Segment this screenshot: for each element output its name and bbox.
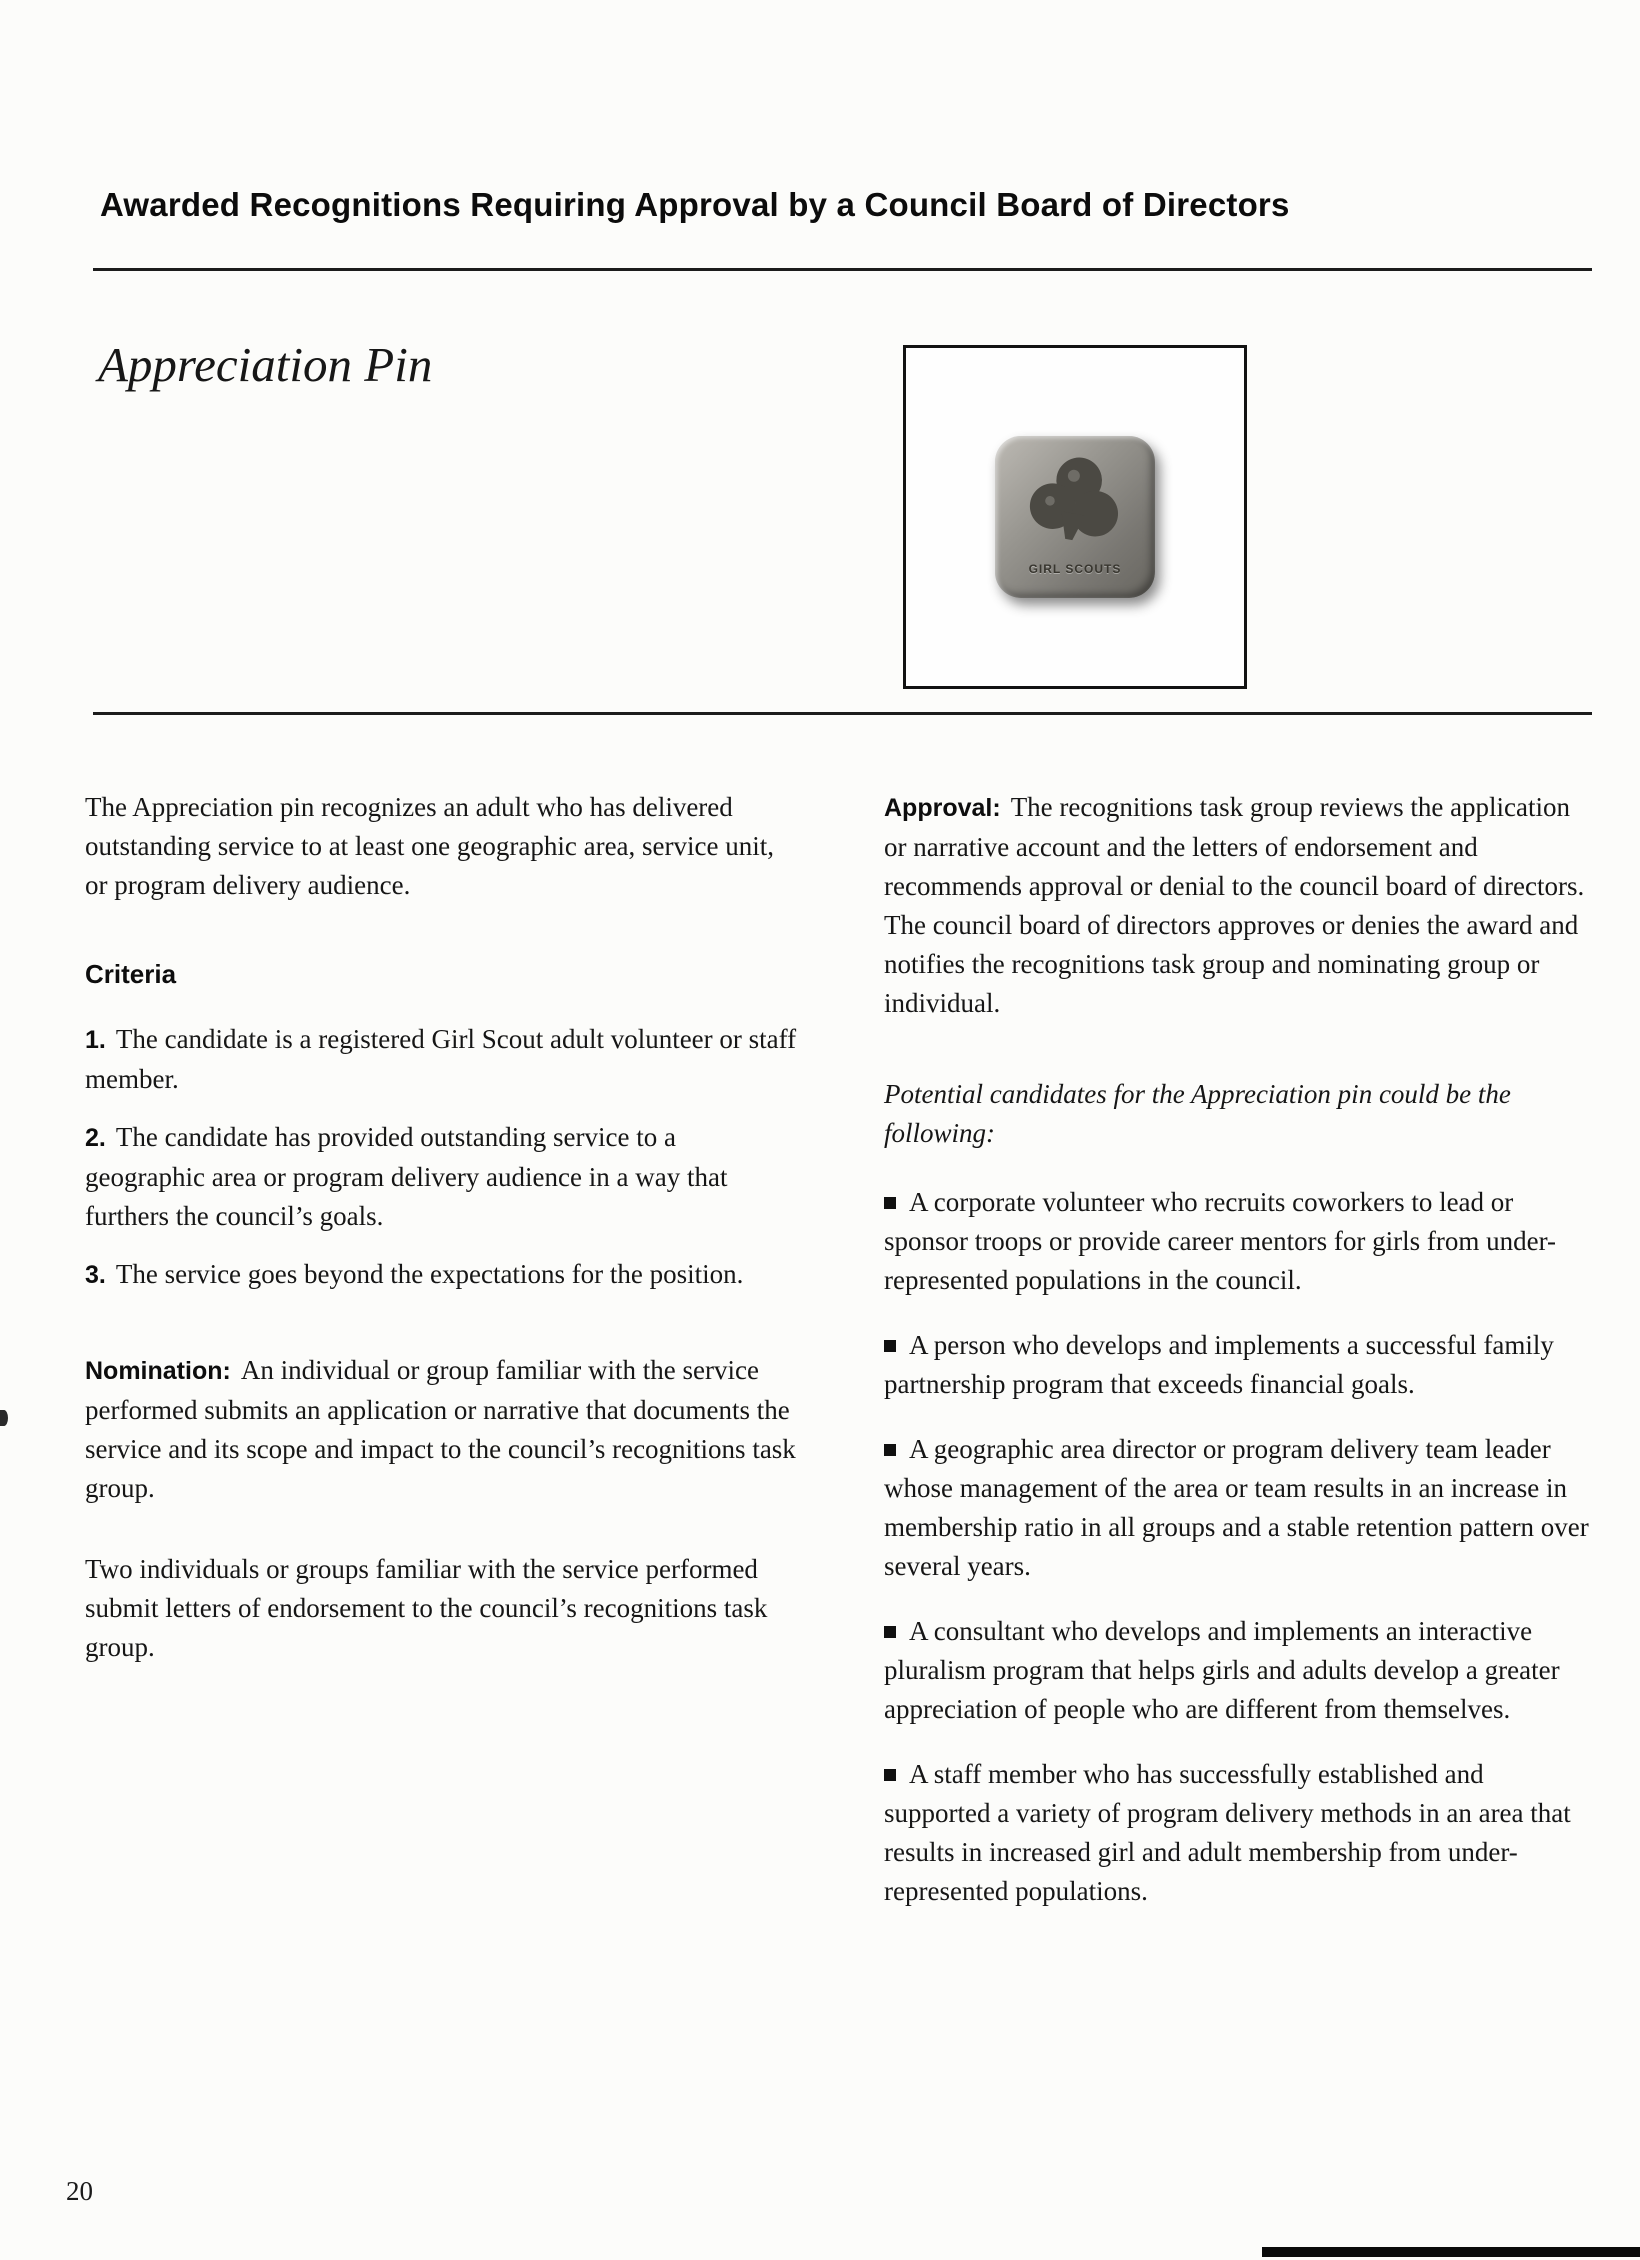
pin-label: GIRL SCOUTS <box>1028 562 1122 576</box>
nomination-paragraph <box>85 1351 797 1508</box>
right-column <box>884 788 1596 1911</box>
square-bullet-icon <box>884 1340 896 1352</box>
square-bullet-icon <box>884 1769 896 1781</box>
criteria-heading: Criteria <box>85 959 177 989</box>
intro-paragraph: The Appreciation pin recognizes an adult who has delivered outstanding service to at least one geographic area, service unit, or program delivery audience. <box>85 792 774 900</box>
approval-label: Approval: <box>884 794 1001 822</box>
criteria-text: The candidate has provided outstanding service to a geographic area or program delivery audience in a way that furthers the council’s goals. <box>85 1122 728 1231</box>
girl-scouts-trefoil-icon <box>1012 444 1138 564</box>
approval-text: The recognitions task group reviews the application or narrative account and the letters of endorsement and recommends approval or denial to the council board of directors. The council board of directors approves or denies the award and notifies the recognitions task group and nominating group or individual. <box>884 792 1585 1018</box>
criteria-item <box>85 1118 797 1236</box>
header-rule <box>93 268 1592 271</box>
page-title: Appreciation Pin <box>98 337 433 392</box>
bullet-text: A geographic area director or program delivery team leader whose management of the area or team results in an increase in membership ratio in all groups and a stable retention pattern over several years. <box>884 1434 1589 1581</box>
page-header: Awarded Recognitions Requiring Approval by a Council Board of Directors <box>100 186 1290 223</box>
bullet-text: A person who develops and implements a successful family partnership program that exceeds financial goals. <box>884 1330 1554 1399</box>
criteria-number: 2. <box>85 1124 106 1152</box>
square-bullet-icon <box>884 1444 896 1456</box>
criteria-text: The service goes beyond the expectations for the position. <box>115 1259 744 1289</box>
body-columns <box>85 788 1597 1911</box>
approval-paragraph <box>884 788 1596 1023</box>
square-bullet-icon <box>884 1626 896 1638</box>
candidates-intro: Potential candidates for the Appreciation pin could be the following: <box>884 1079 1511 1148</box>
nomination-label: Nomination: <box>85 1357 231 1385</box>
bullet-text: A consultant who develops and implements an interactive pluralism program that helps girls and adults develop a greater appreciation of people who are different from themselves. <box>884 1616 1560 1724</box>
section-rule <box>93 712 1592 715</box>
bullet-text: A staff member who has successfully established and supported a variety of program delivery methods in an area that results in increased girl and adult membership from under-represented populations. <box>884 1759 1571 1906</box>
scan-edge-bar <box>1262 2247 1640 2257</box>
pin-photo-frame <box>903 345 1247 689</box>
candidate-bullet <box>884 1430 1596 1586</box>
candidate-bullet <box>884 1755 1596 1911</box>
candidate-bullet <box>884 1183 1596 1300</box>
appreciation-pin-image <box>995 436 1155 598</box>
bullet-text: A corporate volunteer who recruits coworkers to lead or sponsor troops or provide career mentors for girls from under-represented populations in the council. <box>884 1187 1557 1295</box>
left-column <box>85 788 797 1911</box>
square-bullet-icon <box>884 1197 896 1209</box>
criteria-number: 3. <box>85 1261 106 1289</box>
page-number: 20 <box>66 2176 93 2206</box>
scan-artifact <box>0 1410 8 1426</box>
candidate-bullet <box>884 1326 1596 1404</box>
nomination-text: An individual or group familiar with the service performed submits an application or narrative that documents the service and its scope and impact to the council’s recognitions task group. <box>85 1355 796 1503</box>
candidate-bullet <box>884 1612 1596 1729</box>
criteria-number: 1. <box>85 1026 106 1054</box>
criteria-item <box>85 1020 797 1099</box>
nomination-paragraph-2: Two individuals or groups familiar with the service performed submit letters of endorsement to the council’s recognitions task group. <box>85 1554 768 1662</box>
criteria-item <box>85 1255 797 1295</box>
criteria-text: The candidate is a registered Girl Scout adult volunteer or staff member. <box>85 1024 797 1094</box>
